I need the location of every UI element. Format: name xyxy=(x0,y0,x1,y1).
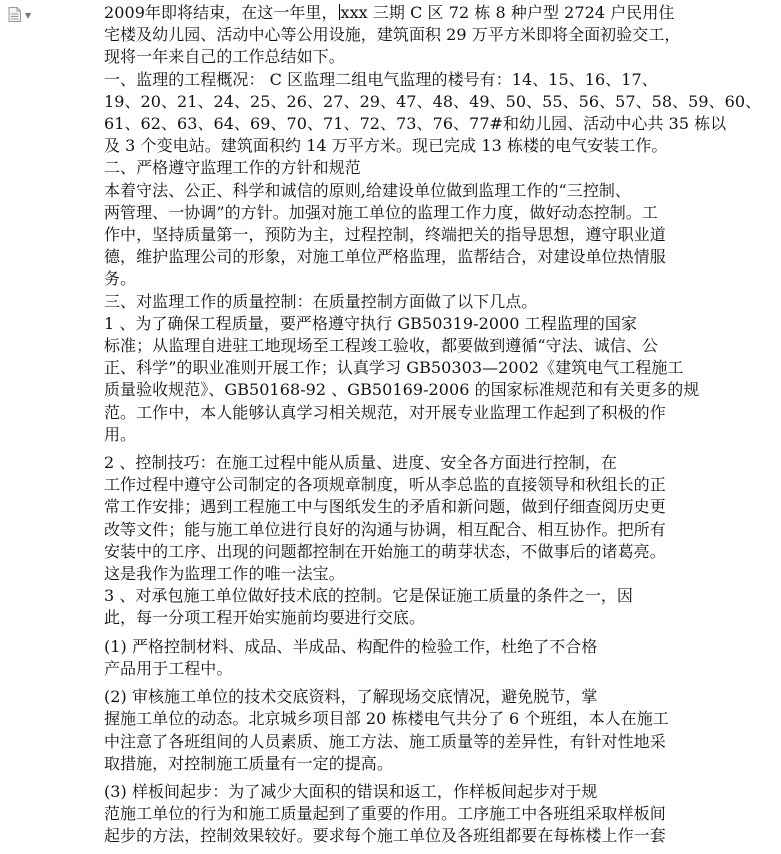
paragraph-line: 标准；从监理自进驻工地现场至工程竣工验收，都要做到遵循“守法、诚信、公 xyxy=(104,336,658,356)
paragraph-line: 此，每一分项工程开始实施前均要进行交底。 xyxy=(104,608,426,628)
paragraph-line: 用。 xyxy=(104,424,137,444)
paragraph-line: 19、20、21、24、25、26、27、29、47、48、49、50、55、56、57、58、59、60、 xyxy=(104,91,762,111)
paragraph-line: 二、严格遵守监理工作的方针和规范 xyxy=(104,158,361,178)
paragraph-line: 起步的方法，控制效果较好。要求每个施工单位及各班组都要在每栋楼上作一套 xyxy=(104,826,666,846)
paragraph-line: 61、62、63、64、69、70、71、72、73、76、77#和幼儿园、活动中心共 35 栋以 xyxy=(104,114,727,134)
paragraph-line: 本着守法、公正、科学和诚信的原则,给建设单位做到监理工作的“三控制、 xyxy=(104,180,631,200)
paragraph-line: 2 、控制技巧：在施工过程中能从质量、进度、安全各方面进行控制，在 xyxy=(104,453,617,473)
paragraph-line: 及 3 个变电站。建筑面积约 14 万平方米。现已完成 13 栋楼的电气安装工作。 xyxy=(104,136,668,156)
paragraph-line: 1 、为了确保工程质量，要严格遵守执行 GB50319-2000 工程监理的国家 xyxy=(104,313,638,333)
paragraph-line: 质量验收规范》、GB50168-92 、GB50169-2006 的国家标准规范和有关更多的规 xyxy=(104,380,700,400)
paragraph-line: 现将一年来自己的工作总结如下。 xyxy=(104,47,345,67)
text-cursor xyxy=(339,4,340,20)
paragraph-line: 正、科学”的职业准则开展工作；认真学习 GB50303—2002《建筑电气工程施工 xyxy=(104,358,684,378)
paragraph-line: 握施工单位的动态。北京城乡项目部 20 栋楼电气共分了 6 个班组，本人在施工 xyxy=(104,709,669,729)
paragraph-line: 三、对监理工作的质量控制：在质量控制方面做了以下几点。 xyxy=(104,291,538,311)
paragraph-line: 产品用于工程中。 xyxy=(104,658,233,678)
paragraph-line: 安装中的工序、出现的问题都控制在开始施工的萌芽状态，不做事后的诸葛亮。 xyxy=(104,541,666,561)
paragraph-line: 这是我作为监理工作的唯一法宝。 xyxy=(104,564,345,584)
paragraph-line xyxy=(104,2,716,24)
document-body xyxy=(104,2,762,848)
chevron-down-icon[interactable]: ▼ xyxy=(25,11,32,20)
paragraph-line: 德，维护监理公司的形象，对施工单位严格监理，监帮结合，对建设单位热情服 xyxy=(104,247,666,267)
paragraph-line: 两管理、一协调”的方针。加强对施工单位的监理工作力度，做好动态控制。工 xyxy=(104,202,658,222)
paragraph-line: 中注意了各班组间的人员素质、施工方法、施工质量等的差异性，有针对性地采 xyxy=(104,731,666,751)
paragraph-line: 范。工作中，本人能够认真学习相关规范，对开展专业监理工作起到了积极的作 xyxy=(104,402,666,422)
document-icon[interactable] xyxy=(8,7,21,22)
paragraph-line: 宅楼及幼儿园、活动中心等公用设施，建筑面积 29 万平方米即将全面初验交工， xyxy=(104,25,681,45)
paragraph-line: 一、监理的工程概况： C 区监理二组电气监理的楼号有：14、15、16、17、 xyxy=(104,69,658,89)
line-text: xxx 三期 C 区 72 栋 8 种户型 2724 户民用住 xyxy=(340,3,675,22)
paragraph-line: (2) 审核施工单位的技术交底资料，了解现场交底情况，避免脱节，掌 xyxy=(104,687,598,707)
paragraph-line: (1) 严格控制材料、成品、半成品、构配件的检验工作，杜绝了不合格 xyxy=(104,636,598,656)
paragraph-line: 务。 xyxy=(104,269,137,289)
paragraph-line: 取措施，对控制施工质量有一定的提高。 xyxy=(104,753,393,773)
paragraph-line: 作中，坚持质量第一，预防为主，过程控制，终端把关的指导思想，遵守职业道 xyxy=(104,225,666,245)
paragraph-line: 范施工单位的行为和施工质量起到了重要的作用。工序施工中各班组采取样板间 xyxy=(104,804,666,824)
line-text: 2009年即将结束，在这一年里， xyxy=(104,3,338,22)
paragraph-line: 改等文件；能与施工单位进行良好的沟通与协调，相互配合、相互协作。把所有 xyxy=(104,519,666,539)
paragraph-line: 3 、对承包施工单位做好技术底的控制。它是保证施工质量的条件之一，因 xyxy=(104,586,633,606)
paragraph-line: (3) 样板间起步：为了减少大面积的错误和返工，作样板间起步对于规 xyxy=(104,781,598,801)
paragraph-line: 工作过程中遵守公司制定的各项规章制度，听从李总监的直接领导和秋组长的正 xyxy=(104,475,666,495)
paragraph-line: 常工作安排；遇到工程施工中与图纸发生的矛盾和新问题，做到仔细查阅历史更 xyxy=(104,497,666,517)
